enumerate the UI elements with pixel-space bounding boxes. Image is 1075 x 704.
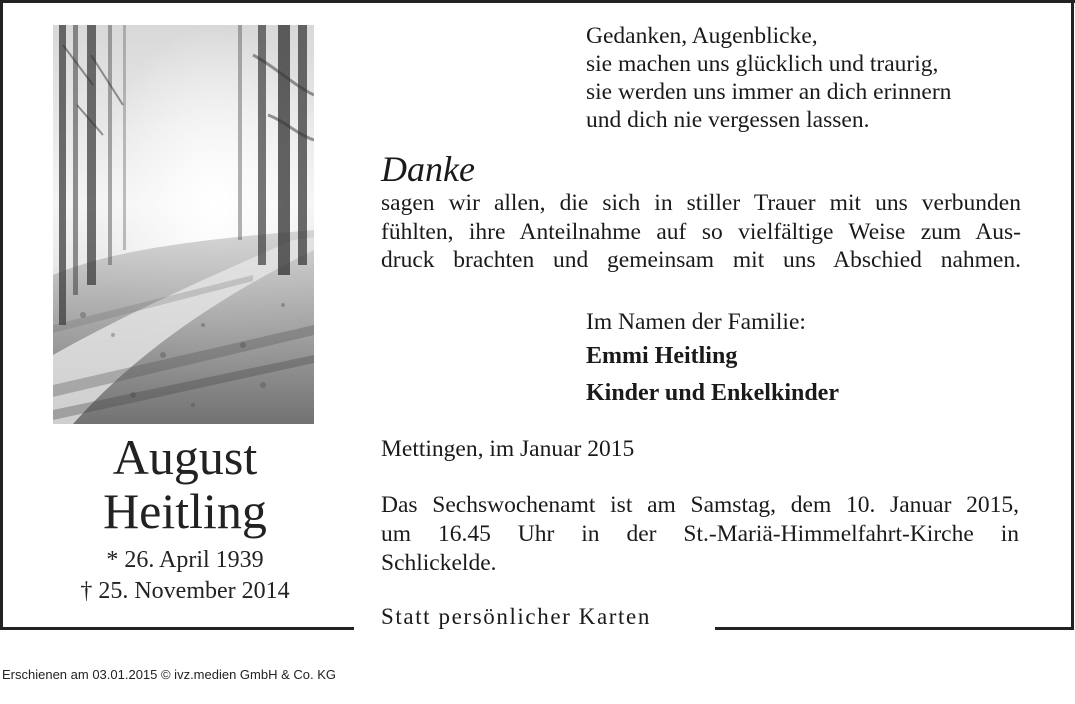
frame-border-top	[0, 0, 1075, 3]
frame-border-bottom-right	[715, 627, 1074, 630]
place-date: Mettingen, im Januar 2015	[381, 436, 635, 462]
poem-line: sie werden uns immer an dich erinnern	[586, 79, 952, 105]
service-announcement	[381, 491, 1019, 578]
poem-line: und dich nie vergessen lassen.	[586, 107, 870, 133]
forest-path-photo	[53, 25, 314, 424]
thanks-line: sagen wir allen, die sich in stiller Trauer mit uns verbunden	[381, 190, 1021, 216]
thanks-line: druck brachten und gemeinsam mit uns Abschied nahmen.	[381, 247, 1021, 273]
birth-date: * 26. April 1939	[106, 547, 264, 573]
deceased-last-name: Heitling	[103, 483, 267, 539]
family-intro: Im Namen der Familie:	[586, 309, 806, 335]
thanks-line: fühlten, ihre Anteilnahme auf so vielfältige Weise zum Aus-	[381, 218, 1021, 245]
frame-border-right	[1071, 0, 1074, 630]
publication-footer: Erschienen am 03.01.2015 © ivz.medien GmbH & Co. KG	[2, 667, 337, 682]
death-date: † 25. November 2014	[80, 578, 290, 604]
poem	[586, 22, 1046, 134]
thanks-heading: Danke	[381, 149, 475, 189]
frame-border-bottom-left	[0, 627, 354, 630]
service-line: Das Sechswochenamt ist am Samstag, dem 10. Januar 2015,	[381, 492, 1019, 518]
service-line: Schlickelde.	[381, 550, 497, 576]
frame-border-left	[0, 0, 3, 630]
deceased-first-name: August	[112, 429, 258, 485]
poem-line: Gedanken, Augenblicke,	[586, 23, 818, 49]
thanks-text	[381, 189, 1021, 275]
service-line: um 16.45 Uhr in der St.-Mariä-Himmelfahrt-Kirche in	[381, 521, 1019, 547]
family-name-widow: Emmi Heitling	[586, 343, 738, 369]
family-name-children: Kinder und Enkelkinder	[586, 380, 839, 406]
poem-line: sie machen uns glücklich und traurig,	[586, 51, 939, 77]
no-cards-note: Statt persönlicher Karten	[381, 604, 651, 629]
